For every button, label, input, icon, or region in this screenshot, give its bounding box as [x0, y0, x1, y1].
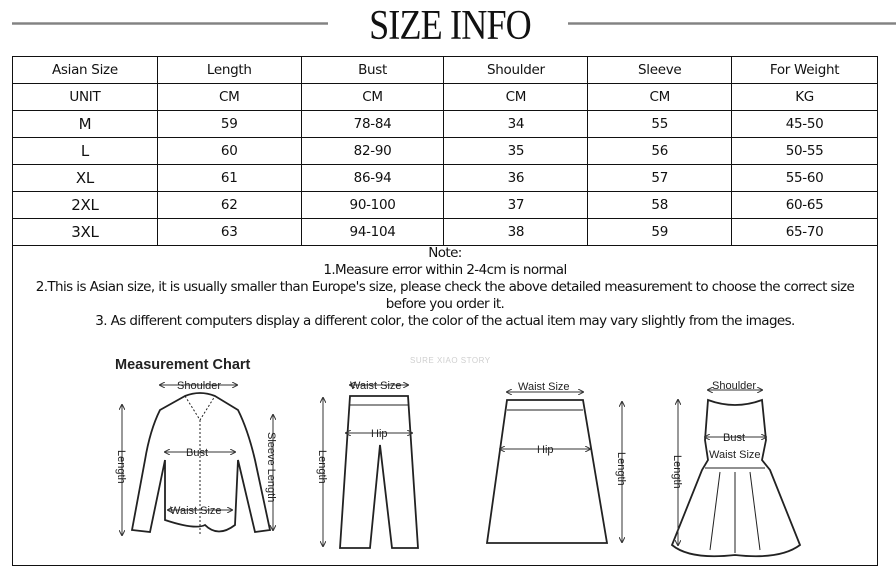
- pants-waist-label: Waist Size: [350, 380, 402, 392]
- sleeve-cell: 59: [588, 219, 732, 246]
- note-line-1: 1.Measure error within 2-4cm is normal: [323, 262, 567, 278]
- dress-length-label: Length: [671, 455, 683, 489]
- size-cell: L: [13, 138, 158, 165]
- unit-cell: CM: [588, 84, 732, 111]
- header-length: Length: [157, 57, 301, 84]
- shoulder-cell: 35: [444, 138, 588, 165]
- note-line-2-cont: before you order it.: [385, 296, 505, 312]
- bust-cell: 90-100: [301, 192, 444, 219]
- pants-length-label: Length: [316, 450, 328, 484]
- bust-cell: 94-104: [301, 219, 444, 246]
- bust-cell: 86-94: [301, 165, 444, 192]
- length-cell: 63: [157, 219, 301, 246]
- measurement-chart-title: Measurement Chart: [115, 357, 251, 373]
- shoulder-cell: 34: [444, 111, 588, 138]
- sleeve-cell: 56: [588, 138, 732, 165]
- size-cell: M: [13, 111, 158, 138]
- measurement-labels: [115, 380, 761, 517]
- note-line-3: 3. As different computers display a different color, the color of the actual item may vary slightly from the images.: [95, 313, 795, 329]
- pants-illustration: [340, 396, 418, 548]
- size-cell: 2XL: [13, 192, 158, 219]
- shoulder-cell: 37: [444, 192, 588, 219]
- weight-cell: 65-70: [732, 219, 878, 246]
- size-cell: XL: [13, 165, 158, 192]
- shirt-sleeve-label: Sleeve Length: [265, 432, 277, 503]
- length-cell: 62: [157, 192, 301, 219]
- dress-waist-label: Waist Size: [709, 449, 761, 461]
- shirt-waist-label: Waist Size: [170, 505, 222, 517]
- unit-cell: CM: [301, 84, 444, 111]
- length-cell: 61: [157, 165, 301, 192]
- skirt-length-label: Length: [615, 452, 627, 486]
- length-cell: 60: [157, 138, 301, 165]
- sleeve-cell: 55: [588, 111, 732, 138]
- dress-shoulder-label: Shoulder: [712, 380, 757, 392]
- page-title: SIZE INFO: [369, 3, 531, 49]
- note-heading: Note:: [428, 245, 462, 261]
- weight-cell: 45-50: [732, 111, 878, 138]
- length-cell: 59: [157, 111, 301, 138]
- header-bust: Bust: [301, 57, 444, 84]
- skirt-waist-label: Waist Size: [518, 381, 570, 393]
- bust-cell: 82-90: [301, 138, 444, 165]
- shoulder-cell: 36: [444, 165, 588, 192]
- sleeve-cell: 58: [588, 192, 732, 219]
- skirt-hip-label: Hip: [537, 444, 554, 456]
- unit-cell: KG: [732, 84, 878, 111]
- header-for-weight: For Weight: [732, 57, 878, 84]
- header-shoulder: Shoulder: [444, 57, 588, 84]
- unit-cell: UNIT: [13, 84, 158, 111]
- size-cell: 3XL: [13, 219, 158, 246]
- unit-cell: CM: [157, 84, 301, 111]
- header-sleeve: Sleeve: [588, 57, 732, 84]
- weight-cell: 55-60: [732, 165, 878, 192]
- shoulder-cell: 38: [444, 219, 588, 246]
- bust-cell: 78-84: [301, 111, 444, 138]
- dress-illustration: [672, 400, 800, 556]
- header-asian-size: Asian Size: [13, 57, 158, 84]
- shirt-shoulder-label: Shoulder: [177, 380, 222, 392]
- store-watermark: SURE XIAO STORY: [410, 356, 491, 365]
- shirt-bust-label: Bust: [186, 447, 209, 459]
- pants-hip-label: Hip: [371, 428, 388, 440]
- shirt-length-label: Length: [115, 450, 127, 484]
- note-line-2: 2.This is Asian size, it is usually smaller than Europe's size, please check the above detailed measurement to choose the correct size: [35, 279, 855, 295]
- skirt-illustration: [487, 400, 607, 543]
- dress-bust-label: Bust: [723, 432, 746, 444]
- weight-cell: 50-55: [732, 138, 878, 165]
- unit-cell: CM: [444, 84, 588, 111]
- weight-cell: 60-65: [732, 192, 878, 219]
- sleeve-cell: 57: [588, 165, 732, 192]
